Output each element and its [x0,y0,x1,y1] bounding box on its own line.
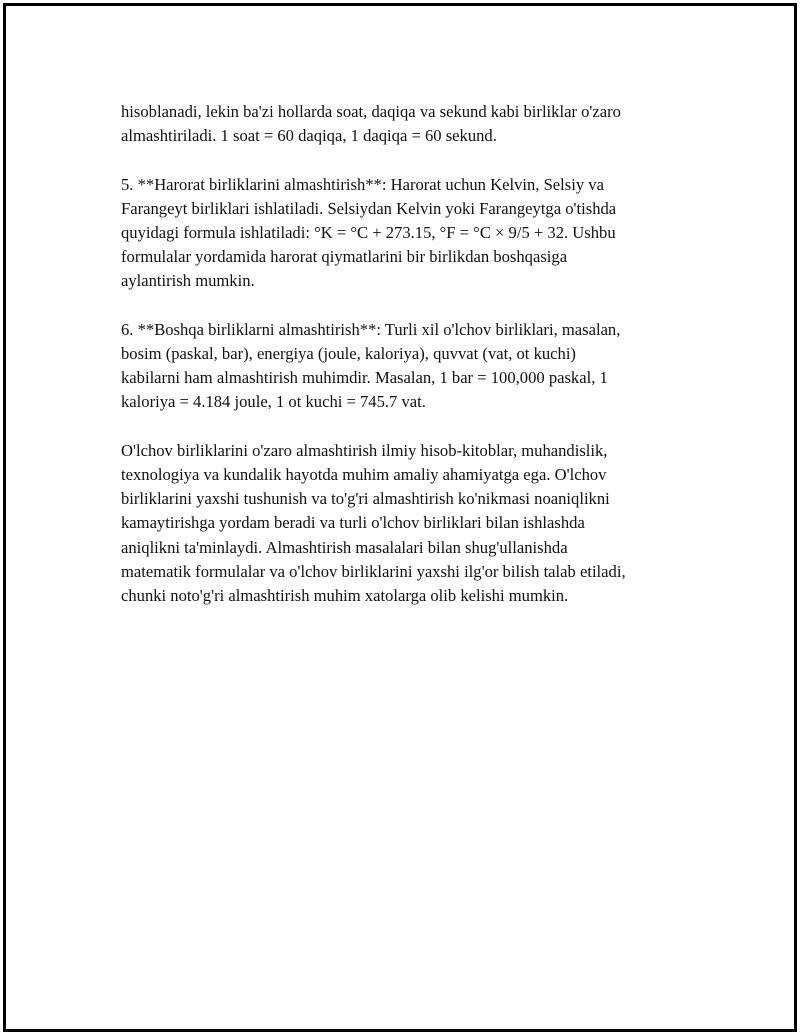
paragraph-conclusion [121,439,693,608]
document-body [121,100,693,632]
text-line: birliklarini yaxshi tushunish va to'g'ri almashtirish ko'nikmasi noaniqlikni [121,489,610,509]
text-line: hisoblanadi, lekin ba'zi hollarda soat, daqiqa va sekund kabi birliklar o'zaro [121,102,621,121]
text-line: formulalar yordamida harorat qiymatlarini bir birlikdan boshqasiga [121,247,568,267]
text-line: almashtiriladi. 1 soat = 60 daqiqa, 1 daqiqa = 60 sekund. [121,126,497,146]
text-line: Farangeyt birliklari ishlatiladi. Selsiydan Kelvin yoki Farangeytga o'tishda [121,198,617,218]
text-line: 5. **Harorat birliklarini almashtirish**: Harorat uchun Kelvin, Selsiy va [121,174,604,194]
text-line: texnologiya va kundalik hayotda muhim amaliy ahamiyatga ega. O'lchov [121,465,607,484]
text-line: bosim (paskal, bar), energiya (joule, kaloriya), quvvat (vat, ot kuchi) [121,344,576,363]
text-line: matematik formulalar va o'lchov birliklarini yaxshi ilg'or bilish talab etiladi, [121,561,626,581]
page-frame [3,3,797,1032]
paragraph-time-units [121,100,693,148]
text-line: aylantirish mumkin. [121,271,255,291]
paragraph-temperature-units [121,173,693,294]
text-line: 6. **Boshqa birliklarni almashtirish**: Turli xil o'lchov birliklari, masalan, [121,319,621,339]
text-line: kaloriya = 4.184 joule, 1 ot kuchi = 745.7 vat. [121,392,426,412]
text-line: aniqlikni ta'minlaydi. Almashtirish masalalari bilan shug'ullanishda [121,537,568,557]
text-line: quyidagi formula ishlatiladi: °K = °C + 273.15, °F = °C × 9/5 + 32. Ushbu [121,223,616,242]
text-line: kabilarni ham almashtirish muhimdir. Masalan, 1 bar = 100,000 paskal, 1 [121,368,608,388]
text-line: kamaytirishga yordam beradi va turli o'lchov birliklari bilan ishlashda [121,513,585,533]
text-line: chunki noto'g'ri almashtirish muhim xatolarga olib kelishi mumkin. [121,586,569,606]
paragraph-other-units [121,318,693,415]
text-line: O'lchov birliklarini o'zaro almashtirish ilmiy hisob-kitoblar, muhandislik, [121,440,608,460]
